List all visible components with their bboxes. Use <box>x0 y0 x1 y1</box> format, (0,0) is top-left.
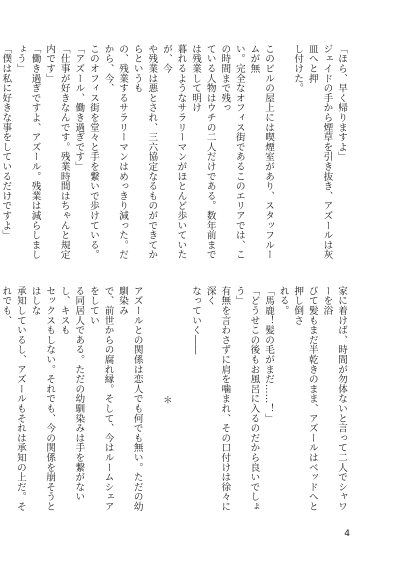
text-line: で、前世からの腐れ縁。そして、今はルームシェアをしてい <box>87 286 114 512</box>
text-line: このオフィス街を堂々と手を繋いで歩けている。 <box>87 44 99 260</box>
lower-text-block <box>0 286 348 514</box>
text-line: アズールとの関係は恋人でも何でも無い。ただの幼馴染み <box>117 286 143 512</box>
text-line: セックスもしない。それでも、今の関係を崩そうとはしな <box>29 286 56 512</box>
text-line <box>144 286 159 514</box>
text-line: なっていく―― <box>190 286 202 355</box>
text-line <box>173 286 188 514</box>
text-line: 家に着けば、時間が勿体ないと言って二人でシャワーを浴 <box>321 286 347 512</box>
text-line: る同居人である。ただの幼馴染みは手を繋がないし、キスも <box>58 286 85 502</box>
text-line: 「どうせこの後もお風呂に入るのだから良いでしょう」 <box>233 286 260 512</box>
text-line: い。完全なオフィス街であるこのエリアでは、この時間まで残っ <box>219 44 245 260</box>
page-number: 4 <box>344 529 350 539</box>
text-line: や残業は悪とされ、三六協定なるものができてからというも <box>131 44 158 260</box>
text-line: 「馬鹿！髪の毛がまだ……！」 <box>263 286 275 424</box>
upper-text-block <box>0 44 348 266</box>
text-line: びて髪もまだ半乾きのまま、アズールはベッドへと押し倒さ <box>292 286 318 512</box>
text-line: 暮れるようなサラリーマンがほとんど歩いていたが、今 <box>160 44 187 260</box>
text-line <box>275 44 290 266</box>
text-line: し付けた。 <box>292 44 304 93</box>
text-line: ている人物はウチの二人だけである。数年前までは残業して明け <box>190 44 216 260</box>
text-line: 「仕事が好きなんです。残業時間はちゃんと規定内です」 <box>44 44 70 260</box>
text-line: 「働き過ぎですよ、アズール。残業は減らしましょう」 <box>14 44 41 260</box>
text-line: ＊ <box>160 395 172 405</box>
text-line: ジェイドの手から煙草を引き抜き、アズールは灰皿へと押 <box>306 44 333 260</box>
text-line: れる。 <box>277 286 289 316</box>
text-line: 「ほら、早く帰りますよ」 <box>336 44 347 162</box>
text-line: 「僕は私に好きな事をしているだけですよ」 <box>0 44 12 240</box>
text-line: このビルの屋上には喫煙室があり、スタッフルームが無 <box>248 44 275 260</box>
text-line: の、残業するサラリーマンはめっきり減った。だから、今、 <box>102 44 129 260</box>
text-line: 承知しているし、アズールもそれは承知の上だ。それでも、 <box>0 286 26 512</box>
text-line: 「アズール、働き過ぎです」 <box>73 44 85 172</box>
text-line: 有無を言わさずに肩を噛まれ、その口付けは徐々に深く <box>204 286 231 512</box>
